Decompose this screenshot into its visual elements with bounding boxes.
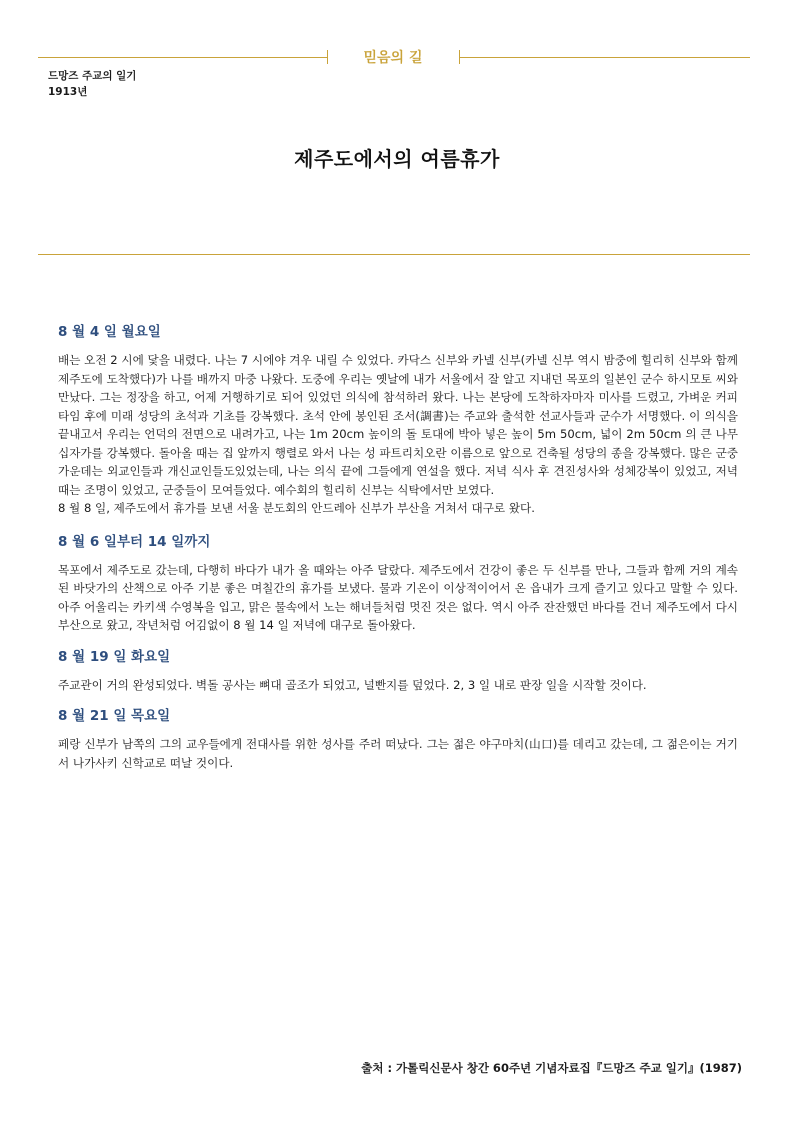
header-line-left (38, 57, 327, 58)
entry-paragraph: 배는 오전 2 시에 닻을 내렸다. 나는 7 시에야 겨우 내릴 수 있었다. 카닥스 신부와 카넬 신부(카넬 신부 역시 밤중에 힐리히 신부와 함께 제주도에 도착했다)가 나를 배까지 마중 나왔다. 도중에 우리는 옛날에 내가 서울에서 잘 알고 지내던 목포의 일본인 군수 하시모토 씨와 만났다. 그는 정장을 하고, 어제 거행하기로 되어 있었던 의식에 참석하러 왔다. 나는 본당에 도착하자마자 미사를 드렸고, 가벼운 커피 타임 후에 미래 성당의 초석과 기초를 강복했다. 초석 안에 봉인된 조서(調書)는 주교와 출석한 선교사들과 군수가 서명했다. 이 의식을 끝내고서 우리는 언덕의 전면으로 내려가고, 나는 1m 20cm 높이의 돌 토대에 박아 넣은 높이 5m 50cm, 넓이 2m 50cm 의 큰 나무 십자가를 강복했다. 돌아올 때는 집 앞까지 행렬로 와서 나는 성 파트리치오란 이름으로 앞으로 건축될 성당의 종을 강복했다. 많은 군중 가운데는 외교인들과 개신교인들도있었는데, 나는 의식 끝에 그들에게 연설을 했다. 저녁 식사 후 견진성사와 성체강복이 있었고, 저녁때는 조명이 있었고, 군중들이 모여들었다. 예수회의 힐리히 신부는 식탁에서만 보였다. (58, 353, 738, 497)
header-band (0, 48, 794, 68)
entry-date: 8 월 4 일 월요일 (58, 324, 161, 340)
title-divider (38, 254, 750, 255)
book-year: 1913년 (48, 86, 88, 98)
diary-entry (58, 322, 738, 518)
series-title: 믿음의 길 (363, 50, 423, 66)
entry-text (58, 351, 738, 518)
entry-date: 8 월 6 일부터 14 일까지 (58, 533, 211, 550)
entry-text: 목포에서 제주도로 갔는데, 다행히 바다가 내가 올 때와는 아주 달랐다. 제주도에서 건강이 좋은 두 신부를 만나, 그들과 함께 거의 계속된 바닷가의 산책으로 아주 기분 좋은 며칠간의 휴가를 보냈다. 물과 기온이 이상적이어서 온 읍내가 크게 즐기고 있다고 말할 수 있다. 아주 어울리는 카키색 수영복을 입고, 맑은 물속에서 노는 해녀들처럼 멋진 것은 없다. 역시 아주 잔잔했던 바다를 건너 제주도에서 다시 부산으로 왔고, 작년처럼 어김없이 8 월 14 일 저녁에 대구로 돌아왔다. (58, 562, 738, 632)
diary-entry (58, 706, 738, 772)
book-info (48, 68, 136, 100)
book-name: 드망즈 주교의 일기 (48, 70, 137, 82)
entry-date: 8 월 19 일 화요일 (58, 648, 171, 665)
diary-entry (58, 647, 738, 695)
entry-date: 8 월 21 일 목요일 (58, 708, 171, 724)
diary-entry (58, 532, 738, 635)
entry-text: 페랑 신부가 남쪽의 그의 교우들에게 전대사를 위한 성사를 주러 떠났다. 그는 젊은 야구마치(山口)를 데리고 갔는데, 그 젊은이는 거기서 나가사키 신학교로 떠날 것이다. (58, 737, 738, 770)
source-citation: 출처 : 가톨릭신문사 창간 60주년 기념자료집『드망즈 주교 일기』(1987) (361, 1061, 742, 1075)
page-title: 제주도에서의 여름휴가 (294, 147, 500, 171)
header-line-right (460, 57, 750, 58)
diary-content (58, 322, 738, 784)
entry-text: 주교관이 거의 완성되었다. 벽돌 공사는 뼈대 골조가 되었고, 널빤지를 덮었다. 2, 3 일 내로 판장 일을 시작할 것이다. (58, 677, 647, 692)
entry-paragraph: 8 월 8 일, 제주도에서 휴가를 보낸 서울 분도회의 안드레아 신부가 부산을 거쳐서 대구로 왔다. (58, 501, 535, 515)
